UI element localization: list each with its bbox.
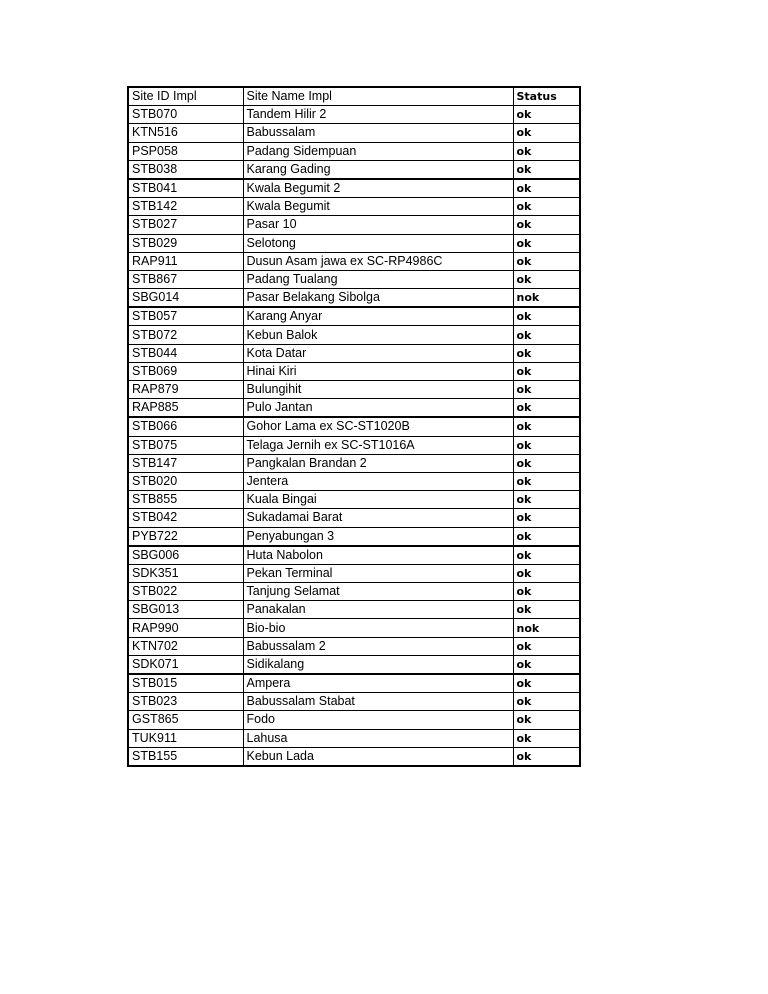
site-id-cell: KTN516: [128, 124, 243, 142]
table-row: [128, 307, 580, 326]
status-cell: ok: [513, 564, 580, 582]
status-cell: ok: [513, 637, 580, 655]
status-cell: nok: [513, 619, 580, 637]
site-id-cell: STB023: [128, 693, 243, 711]
site-id-cell: TUK911: [128, 729, 243, 747]
site-id-cell: SDK351: [128, 564, 243, 582]
site-name-cell: Jentera: [243, 472, 513, 490]
header-site-id: Site ID Impl: [128, 87, 243, 106]
site-name-cell: Sukadamai Barat: [243, 509, 513, 527]
site-id-cell: STB155: [128, 747, 243, 766]
table-row: [128, 252, 580, 270]
site-name-cell: Babussalam Stabat: [243, 693, 513, 711]
table-row: [128, 491, 580, 509]
table-row: [128, 527, 580, 546]
site-id-cell: STB147: [128, 454, 243, 472]
site-status-table: [127, 86, 581, 767]
site-id-cell: RAP911: [128, 252, 243, 270]
site-name-cell: Padang Sidempuan: [243, 142, 513, 160]
site-id-cell: STB069: [128, 362, 243, 380]
status-cell: ok: [513, 693, 580, 711]
status-cell: ok: [513, 747, 580, 766]
site-name-cell: Kota Datar: [243, 344, 513, 362]
status-cell: ok: [513, 527, 580, 546]
status-cell: ok: [513, 307, 580, 326]
status-cell: ok: [513, 234, 580, 252]
header-site-name: Site Name Impl: [243, 87, 513, 106]
site-id-cell: STB855: [128, 491, 243, 509]
site-name-cell: Kebun Balok: [243, 326, 513, 344]
site-id-cell: STB042: [128, 509, 243, 527]
site-id-cell: PYB722: [128, 527, 243, 546]
site-name-cell: Telaga Jernih ex SC-ST1016A: [243, 436, 513, 454]
status-cell: nok: [513, 289, 580, 308]
status-cell: ok: [513, 160, 580, 179]
site-name-cell: Kuala Bingai: [243, 491, 513, 509]
site-name-cell: Gohor Lama ex SC-ST1020B: [243, 417, 513, 436]
table-row: [128, 619, 580, 637]
site-id-cell: RAP990: [128, 619, 243, 637]
table-row: [128, 344, 580, 362]
site-name-cell: Padang Tualang: [243, 270, 513, 288]
site-name-cell: Babussalam: [243, 124, 513, 142]
site-name-cell: Bulungihit: [243, 381, 513, 399]
site-id-cell: RAP885: [128, 399, 243, 418]
table-row: [128, 564, 580, 582]
table-row: [128, 655, 580, 674]
site-name-cell: Sidikalang: [243, 655, 513, 674]
table-row: [128, 472, 580, 490]
table-row: [128, 270, 580, 288]
status-cell: ok: [513, 417, 580, 436]
site-name-cell: Selotong: [243, 234, 513, 252]
status-cell: ok: [513, 381, 580, 399]
site-id-cell: STB022: [128, 583, 243, 601]
site-id-cell: RAP879: [128, 381, 243, 399]
table-row: [128, 234, 580, 252]
site-id-cell: STB867: [128, 270, 243, 288]
status-cell: ok: [513, 509, 580, 527]
site-name-cell: Lahusa: [243, 729, 513, 747]
site-id-cell: STB029: [128, 234, 243, 252]
site-id-cell: STB044: [128, 344, 243, 362]
site-name-cell: Tandem Hilir 2: [243, 106, 513, 124]
site-id-cell: SBG013: [128, 601, 243, 619]
site-id-cell: STB142: [128, 198, 243, 216]
site-name-cell: Babussalam 2: [243, 637, 513, 655]
site-name-cell: Bio-bio: [243, 619, 513, 637]
site-id-cell: SBG006: [128, 546, 243, 565]
status-cell: ok: [513, 601, 580, 619]
table-row: [128, 362, 580, 380]
status-cell: ok: [513, 326, 580, 344]
table-row: [128, 454, 580, 472]
status-cell: ok: [513, 655, 580, 674]
site-name-cell: Dusun Asam jawa ex SC-RP4986C: [243, 252, 513, 270]
site-id-cell: STB038: [128, 160, 243, 179]
site-id-cell: STB072: [128, 326, 243, 344]
status-cell: ok: [513, 124, 580, 142]
site-id-cell: STB041: [128, 179, 243, 198]
status-cell: ok: [513, 142, 580, 160]
table-row: [128, 546, 580, 565]
table-row: [128, 509, 580, 527]
table-row: [128, 637, 580, 655]
site-id-cell: PSP058: [128, 142, 243, 160]
status-cell: ok: [513, 472, 580, 490]
table-row: [128, 711, 580, 729]
status-cell: ok: [513, 711, 580, 729]
site-id-cell: STB020: [128, 472, 243, 490]
site-name-cell: Panakalan: [243, 601, 513, 619]
site-name-cell: Pekan Terminal: [243, 564, 513, 582]
site-name-cell: Pasar Belakang Sibolga: [243, 289, 513, 308]
status-cell: ok: [513, 106, 580, 124]
status-cell: ok: [513, 546, 580, 565]
table-body: [128, 106, 580, 766]
site-name-cell: Karang Anyar: [243, 307, 513, 326]
header-status: Status: [513, 87, 580, 106]
site-name-cell: Pulo Jantan: [243, 399, 513, 418]
site-id-cell: STB070: [128, 106, 243, 124]
site-name-cell: Tanjung Selamat: [243, 583, 513, 601]
status-cell: ok: [513, 362, 580, 380]
site-id-cell: STB015: [128, 674, 243, 693]
table-row: [128, 381, 580, 399]
site-id-cell: SBG014: [128, 289, 243, 308]
table-row: [128, 106, 580, 124]
status-cell: ok: [513, 729, 580, 747]
site-name-cell: Karang Gading: [243, 160, 513, 179]
status-cell: ok: [513, 399, 580, 418]
status-cell: ok: [513, 436, 580, 454]
site-name-cell: Ampera: [243, 674, 513, 693]
table-row: [128, 729, 580, 747]
table-row: [128, 216, 580, 234]
status-cell: ok: [513, 198, 580, 216]
table-row: [128, 693, 580, 711]
table-row: [128, 198, 580, 216]
status-cell: ok: [513, 583, 580, 601]
site-id-cell: GST865: [128, 711, 243, 729]
table-row: [128, 326, 580, 344]
table-row: [128, 601, 580, 619]
site-name-cell: Hinai Kiri: [243, 362, 513, 380]
site-name-cell: Pasar 10: [243, 216, 513, 234]
site-name-cell: Pangkalan Brandan 2: [243, 454, 513, 472]
status-cell: ok: [513, 216, 580, 234]
table-row: [128, 583, 580, 601]
site-name-cell: Fodo: [243, 711, 513, 729]
site-name-cell: Kwala Begumit 2: [243, 179, 513, 198]
header-row: [128, 87, 580, 106]
table-row: [128, 436, 580, 454]
status-cell: ok: [513, 252, 580, 270]
site-id-cell: STB075: [128, 436, 243, 454]
status-cell: ok: [513, 674, 580, 693]
table-row: [128, 399, 580, 418]
site-id-cell: STB057: [128, 307, 243, 326]
site-name-cell: Penyabungan 3: [243, 527, 513, 546]
status-cell: ok: [513, 344, 580, 362]
table-row: [128, 124, 580, 142]
table-row: [128, 674, 580, 693]
site-name-cell: Kebun Lada: [243, 747, 513, 766]
table-row: [128, 160, 580, 179]
status-cell: ok: [513, 270, 580, 288]
table-row: [128, 289, 580, 308]
site-id-cell: STB066: [128, 417, 243, 436]
status-cell: ok: [513, 179, 580, 198]
status-cell: ok: [513, 454, 580, 472]
table-row: [128, 142, 580, 160]
site-id-cell: STB027: [128, 216, 243, 234]
status-cell: ok: [513, 491, 580, 509]
table-row: [128, 747, 580, 766]
table-row: [128, 417, 580, 436]
site-id-cell: KTN702: [128, 637, 243, 655]
table-header: [128, 87, 580, 106]
site-id-cell: SDK071: [128, 655, 243, 674]
site-name-cell: Huta Nabolon: [243, 546, 513, 565]
table-row: [128, 179, 580, 198]
site-name-cell: Kwala Begumit: [243, 198, 513, 216]
